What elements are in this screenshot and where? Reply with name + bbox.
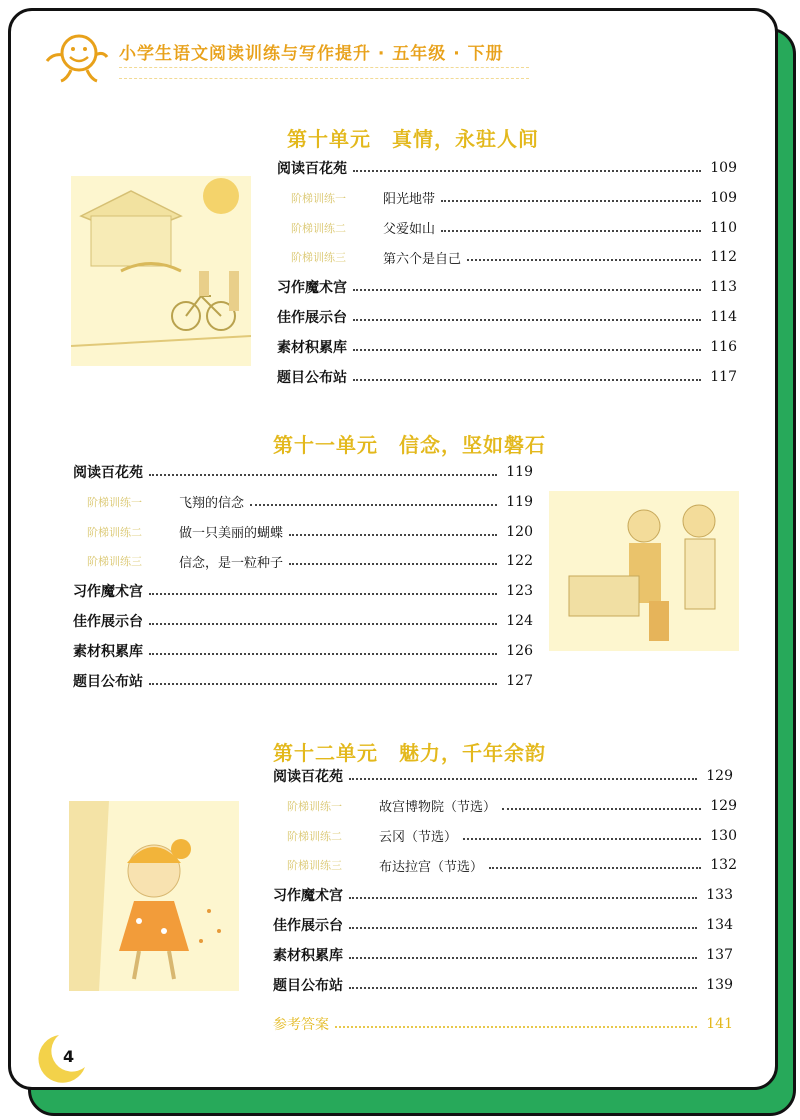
toc-subrow[interactable] [291,217,737,239]
toc-page-number: 126 [506,642,533,659]
toc-training-label: 阶梯训练三 [87,555,142,569]
toc-article-title: 第六个是自己 [383,251,462,267]
toc-leader-dots [349,987,697,989]
toc-row[interactable] [73,461,533,483]
toc-page-number: 117 [710,368,737,385]
toc-page-number: 141 [706,1016,733,1032]
toc-subrow[interactable] [291,246,737,268]
toc-training-label: 阶梯训练一 [287,799,342,813]
unit-title-12: 第十二单元 魅力，千年余韵 [273,741,546,765]
toc-leader-dots [149,474,497,476]
toc-label: 佳作展示台 [273,918,343,934]
toc-leader-dots [489,867,701,869]
toc-leader-dots [335,1026,697,1028]
toc-label: 题目公布站 [73,673,143,690]
toc-leader-dots [353,379,701,381]
toc-leader-dots [149,623,497,625]
header-decoration [119,67,529,79]
toc-label: 素材积累库 [73,643,143,660]
toc-training-label: 阶梯训练三 [287,859,342,873]
toc-label: 佳作展示台 [277,310,347,326]
toc-page-number: 119 [506,493,533,510]
toc-page-number: 123 [506,583,533,600]
toc-row[interactable] [277,276,737,298]
toc-page-number: 112 [710,249,737,266]
toc-subrow[interactable] [287,795,737,817]
toc-article-title: 父爱如山 [383,222,436,238]
toc-leader-dots [349,778,697,780]
toc-training-label: 阶梯训练二 [87,525,142,539]
bicycle-street-illustration [71,176,251,366]
toc-article-title: 布达拉宫（节选） [379,859,484,875]
toc-subrow[interactable] [87,491,533,513]
toc-leader-dots [441,200,701,202]
toc-label: 习作魔术宫 [73,584,143,601]
toc-subrow[interactable] [287,854,737,876]
toc-row[interactable] [273,914,733,936]
toc-row[interactable] [277,366,737,388]
toc-article-title: 做一只美丽的蝴蝶 [179,526,284,542]
toc-label: 题目公布站 [273,977,343,994]
toc-label: 阅读百花苑 [273,769,343,785]
toc-label: 阅读百花苑 [277,161,347,177]
page [8,8,778,1090]
toc-label: 素材积累库 [277,339,347,356]
toc-leader-dots [441,230,701,232]
toc-page-number: 129 [706,768,733,784]
toc-row[interactable] [273,765,733,787]
toc-article-title: 阳光地带 [383,192,436,208]
toc-leader-dots [353,289,701,291]
toc-row[interactable] [73,670,533,692]
toc-leader-dots [149,653,497,655]
toc-label: 阅读百花苑 [73,465,143,481]
toc-page-number: 109 [710,160,737,176]
toc-page-number: 114 [710,309,737,325]
toc-training-label: 阶梯训练二 [291,221,346,235]
toc-subrow[interactable] [87,521,533,543]
toc-leader-dots [502,808,701,810]
smiley-logo-icon [41,25,111,85]
page-number: 4 [63,1047,75,1066]
unit-title-10: 第十单元 真情，永驻人间 [287,127,539,151]
toc-page-number: 119 [506,464,533,480]
toc-page-number: 120 [506,523,533,540]
unit-title-11: 第十一单元 信念，坚如磐石 [273,433,546,457]
toc-page-number: 133 [706,887,733,904]
toc-page-number: 129 [710,797,737,814]
toc-page-number: 139 [706,976,733,993]
toc-row[interactable] [273,944,733,966]
toc-leader-dots [463,838,701,840]
toc-leader-dots [349,897,697,899]
header-title: 小学生语文阅读训练与写作提升 · 五年级 · 下册 [119,44,504,64]
toc-row[interactable] [73,580,533,602]
toc-page-number: 113 [710,279,737,296]
toc-label: 素材积累库 [273,947,343,964]
toc-page-number: 127 [506,672,533,689]
toc-training-label: 阶梯训练一 [291,191,346,205]
toc-row[interactable] [273,884,733,906]
toc-leader-dots [149,593,497,595]
toc-row[interactable] [277,306,737,328]
toc-leader-dots [467,259,701,261]
toc-leader-dots [149,683,497,685]
toc-training-label: 阶梯训练一 [87,495,142,509]
moon-icon [29,1031,89,1083]
toc-row[interactable] [73,640,533,662]
page-header [41,25,541,85]
girl-illustration [69,801,239,991]
toc-training-label: 阶梯训练二 [287,829,342,843]
toc-leader-dots [353,349,701,351]
toc-page-number: 130 [710,827,737,844]
toc-subrow[interactable] [87,550,533,572]
toc-label: 习作魔术宫 [273,888,343,905]
toc-leader-dots [353,170,701,172]
toc-label: 佳作展示台 [73,614,143,630]
toc-page-number: 132 [710,857,737,874]
toc-page-number: 109 [710,189,737,206]
toc-row[interactable] [277,157,737,179]
toc-label: 题目公布站 [277,369,347,386]
toc-leader-dots [289,534,497,536]
toc-article-title: 故宫博物院（节选） [379,800,497,816]
toc-leader-dots [353,319,701,321]
toc-article-title: 云冈（节选） [379,830,458,846]
toc-article-title: 飞翔的信念 [179,496,245,512]
toc-label: 参考答案 [273,1017,329,1033]
toc-row-answers[interactable] [273,1013,733,1035]
toc-leader-dots [289,563,497,565]
toc-page-number: 122 [506,553,533,570]
toc-label: 习作魔术宫 [277,280,347,297]
toc-subrow[interactable] [287,825,737,847]
toc-row[interactable] [273,974,733,996]
toc-subrow[interactable] [291,187,737,209]
toc-page-number: 137 [706,946,733,963]
family-illustration [549,491,739,651]
toc-article-title: 信念，是一粒种子 [179,555,284,571]
toc-page-number: 116 [710,338,737,355]
toc-row[interactable] [73,610,533,632]
toc-page-number: 110 [710,219,737,236]
toc-row[interactable] [277,336,737,358]
toc-leader-dots [250,504,497,506]
toc-page-number: 134 [706,917,733,933]
toc-training-label: 阶梯训练三 [291,251,346,265]
toc-page-number: 124 [506,613,533,629]
toc-leader-dots [349,927,697,929]
toc-leader-dots [349,957,697,959]
